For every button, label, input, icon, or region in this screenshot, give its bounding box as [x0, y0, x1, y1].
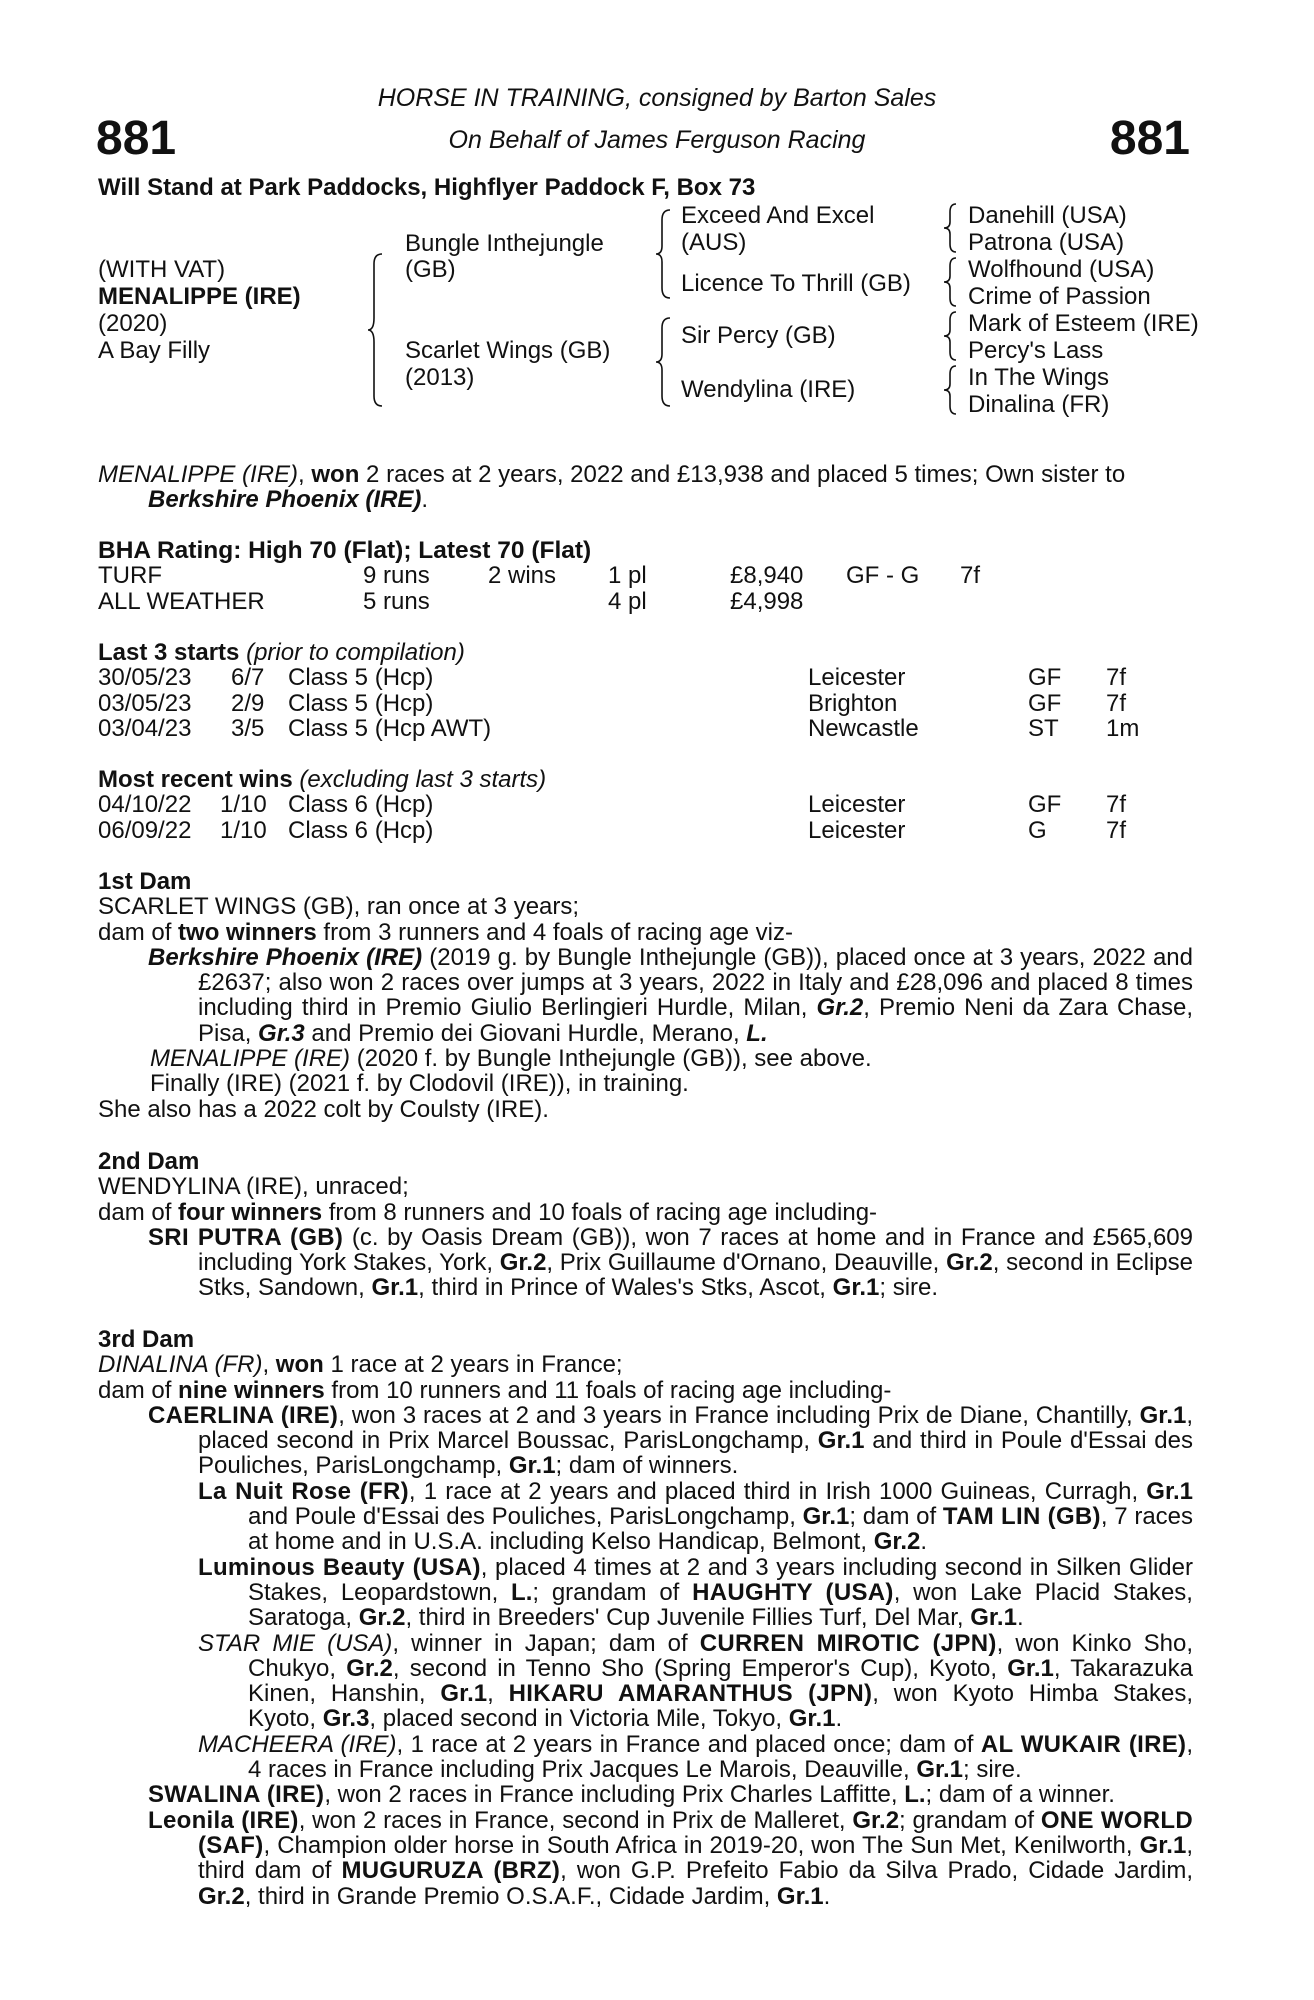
dam-sire-name: Sir Percy (GB): [681, 322, 836, 349]
ggp-3: Wolfhound (USA): [968, 256, 1155, 283]
start-row: 30/05/23 6/7 Class 5 (Hcp) Leicester GF 7f: [98, 664, 1127, 692]
pedigree-bracket-dam: [656, 318, 676, 406]
ggp-5: Mark of Esteem (IRE): [968, 310, 1199, 337]
last3-title: Last 3 starts: [98, 639, 240, 666]
horse-name: MENALIPPE (IRE): [98, 283, 301, 310]
progeny-entry: CAERLINA (IRE), won 3 races at 2 and 3 years in France including Prix de Diane, Chantilly, Gr.1, placed second in Prix Marcel Boussac, ParisLongchamp, Gr.1 and third in Poule d'Essai des Pouliches, ParisLongchamp, Gr.1; dam of winners.: [148, 1401, 1194, 1480]
win-row: 04/10/22 1/10 Class 6 (Hcp) Leicester GF 7f: [98, 791, 1127, 819]
ggp-1: Danehill (USA): [968, 202, 1127, 229]
first-dam-title: 1st Dam: [98, 868, 192, 895]
sire-origin: (GB): [405, 256, 456, 283]
progeny-entry: Luminous Beauty (USA), placed 4 times at 2 and 3 years including second in Silken Glider Stakes, Leopardstown, L.; grandam of HAUGHTY (USA), won Lake Placid Stakes, Saratoga, Gr.2, third in Breeders' Cup Juvenile Fillies Turf, Del Mar, Gr.1.: [198, 1553, 1193, 1632]
horse-description: A Bay Filly: [98, 337, 211, 364]
pedigree-bracket-gg4: [944, 366, 960, 414]
sire-name: Bungle Inthejungle: [405, 230, 604, 257]
race-summary: MENALIPPE (IRE), won 2 races at 2 years, 2022 and £13,938 and placed 5 times; Own sister to Berkshire Phoenix (IRE).: [98, 461, 1126, 514]
won-label: won: [311, 461, 360, 488]
pedigree-bracket-sire: [656, 210, 676, 298]
ggp-6: Percy's Lass: [968, 337, 1104, 364]
last-3-starts-section: Last 3 starts (prior to compilation) 30/05/23 6/7 Class 5 (Hcp) Leicester GF 7f 03/05/23 2/9 Class 5 (Hcp) Brighton GF 7f 03/04/23 3/5 Class 5 (Hcp AWT) Newcastle ST 1m: [98, 640, 1193, 741]
progeny-entry: La Nuit Rose (FR), 1 race at 2 years and placed third in Irish 1000 Guineas, Curragh, Gr.1 and Poule d'Essai des Pouliches, ParisLongchamp, Gr.1; dam of TAM LIN (GB), 7 races at home and in U.S.A. including Kelso Handicap, Belmont, Gr.2.: [198, 1477, 1194, 1556]
progeny-entry: STAR MIE (USA), winner in Japan; dam of CURREN MIROTIC (JPN), won Kinko Sho, Chukyo, Gr.2, second in Tenno Sho (Spring Emperor's Cup), Kyoto, Gr.1, Takarazuka Kinen, Hanshin, Gr.1, HIKARU AMARANTHUS (JPN), won Kyoto Himba Stakes, Kyoto, Gr.3, placed second in Victoria Mile, Tokyo, Gr.1.: [198, 1629, 1193, 1733]
recent-wins-section: Most recent wins (excluding last 3 starts) 04/10/22 1/10 Class 6 (Hcp) Leicester GF 7f 06/09/22 1/10 Class 6 (Hcp) Leicester G 7f: [98, 767, 1193, 843]
third-dam-section: 3rd Dam DINALINA (FR), won 1 race at 2 years in France; dam of nine winners from 10 runners and 11 foals of racing age including- CAERLINA (IRE), won 3 races at 2 and 3 years in France including Prix de Diane, Chantilly, Gr.1, placed second in Prix Marcel Boussac, ParisLongchamp, Gr.1 and third in Poule d'Essai des Pouliches, ParisLongchamp, Gr.1; dam of winners. La Nuit Rose (FR), 1 race at 2 years and placed third in Irish 1000 Guineas, Curragh, Gr.1 and Poule d'Essai des Pouliches, ParisLongchamp, Gr.1; dam of TAM LIN (GB), 7 races at home and in U.S.A. including Kelso Handicap, Belmont, Gr.2. Luminous Beauty (USA), placed 4 times at 2 and 3 years including second in Silken Glider Stakes, Leopardstown, L.; grandam of HAUGHTY (USA), won Lake Placid Stakes, Saratoga, Gr.2, third in Breeders' Cup Juvenile Fillies Turf, Del Mar, Gr.1. STAR MIE (USA), winner in Japan; dam of CURREN MIROTIC (JPN), won Kinko Sho, Chukyo, Gr.2, second in Tenno Sho (Spring Emperor's Cup), Kyoto, Gr.1, Takarazuka Kinen, Hanshin, Gr.1, HIKARU AMARANTHUS (JPN), won Kyoto Himba Stakes, Kyoto, Gr.3, placed second in Victoria Mile, Tokyo, Gr.1. MACHEERA (IRE), 1 race at 2 years in France and placed once; dam of AL WUKAIR (IRE), 4 races in France including Prix Jacques Le Marois, Deauville, Gr.1; sire. SWALINA (IRE), won 2 races in France including Prix Charles Laffitte, L.; dam of a winner. Leonila (IRE), won 2 races in France, second in Prix de Malleret, Gr.2; grandam of ONE WORLD (SAF), Champion older horse in South Africa in 2019-20, won The Sun Met, Kenilworth, Gr.1, third dam of MUGURUZA (BRZ), won G.P. Prefeito Fabio da Silva Prado, Cidade Jardim, Gr.2, third in Grande Premio O.S.A.F., Cidade Jardim, Gr.1.: [98, 1326, 1194, 1910]
third-dam-title: 3rd Dam: [98, 1326, 195, 1353]
recent-wins-title: Most recent wins: [98, 766, 293, 793]
dam-dam-name: Wendylina (IRE): [681, 376, 856, 403]
lot-number-right: 881: [1109, 112, 1190, 165]
first-dam-section: 1st Dam SCARLET WINGS (GB), ran once at 3 years; dam of two winners from 3 runners and 4 foals of racing age viz- Berkshire Phoenix (IRE) (2019 g. by Bungle Inthejungle (GB)), placed once at 3 years, 2022 and £2637; also won 2 races over jumps at 3 years, 2022 in Italy and £28,096 and placed 8 times including third in Premio Giulio Berlingieri Hurdle, Milan, Gr.2, Premio Neni da Zara Chase, Pisa, Gr.3 and Premio dei Giovani Hurdle, Merano, L. MENALIPPE (IRE) (2020 f. by Bungle Inthejungle (GB)), see above. Finally (IRE) (2021 f. by Clodovil (IRE)), in training. She also has a 2022 colt by Coulsty (IRE).: [98, 868, 1193, 1123]
pedigree-bracket-gg3: [944, 312, 960, 360]
sire-sire-origin: (AUS): [681, 229, 747, 256]
ggp-4: Crime of Passion: [968, 283, 1151, 310]
dam-year: (2013): [405, 364, 475, 391]
progeny-entry: MENALIPPE (IRE) (2020 f. by Bungle Inthejungle (GB)), see above.: [150, 1045, 872, 1073]
progeny-entry: MACHEERA (IRE), 1 race at 2 years in France and placed once; dam of AL WUKAIR (IRE), 4 races in France including Prix Jacques Le Marois, Deauville, Gr.1; sire.: [198, 1730, 1193, 1784]
progeny-entry: Leonila (IRE), won 2 races in France, second in Prix de Malleret, Gr.2; grandam of ONE WORLD (SAF), Champion older horse in South Africa in 2019-20, won The Sun Met, Kenilworth, Gr.1, third dam of MUGURUZA (BRZ), won G.P. Prefeito Fabio da Silva Prado, Cidade Jardim, Gr.2, third in Grande Premio O.S.A.F., Cidade Jardim, Gr.1.: [148, 1806, 1193, 1910]
ggp-8: Dinalina (FR): [968, 391, 1110, 418]
on-behalf-line: On Behalf of James Ferguson Racing: [448, 126, 866, 154]
second-dam-section: 2nd Dam WENDYLINA (IRE), unraced; dam of four winners from 8 runners and 10 foals of racing age including- SRI PUTRA (GB) (c. by Oasis Dream (GB)), won 7 races at home and in France and £565,609 including York Stakes, York, Gr.2, Prix Guillaume d'Ornano, Deauville, Gr.2, second in Eclipse Stks, Sandown, Gr.1, third in Prince of Wales's Stks, Ascot, Gr.1; sire.: [98, 1148, 1194, 1302]
bha-rating-section: [98, 538, 1193, 614]
progeny-entry: SWALINA (IRE), won 2 races in France including Prix Charles Laffitte, L.; dam of a winner.: [148, 1781, 1115, 1809]
pedigree-bracket-main: [368, 254, 390, 406]
bha-title: BHA Rating: High 70 (Flat); Latest 70 (Flat): [98, 537, 592, 564]
progeny-entry: Finally (IRE) (2021 f. by Clodovil (IRE)), in training.: [150, 1070, 689, 1098]
start-row: 03/05/23 2/9 Class 5 (Hcp) Brighton GF 7f: [98, 689, 1127, 717]
horse-year: (2020): [98, 310, 168, 337]
record-row-all-weather: ALL WEATHER 5 runs 4 pl £4,998: [98, 587, 804, 615]
start-row: 03/04/23 3/5 Class 5 (Hcp AWT) Newcastle ST 1m: [98, 714, 1140, 742]
summary-horse-name: MENALIPPE (IRE): [98, 461, 299, 488]
record-row-turf: TURF 9 runs 2 wins 1 pl £8,940 GF - G 7f: [98, 562, 981, 590]
progeny-entry: Berkshire Phoenix (IRE) (2019 g. by Bungle Inthejungle (GB)), placed once at 3 years, 2022 and £2637; also won 2 races over jumps at 3 years, 2022 in Italy and £28,096 and placed 8 times including third in Premio Giulio Berlingieri Hurdle, Milan, Gr.2, Premio Neni da Zara Chase, Pisa, Gr.3 and Premio dei Giovani Hurdle, Merano, L.: [148, 943, 1193, 1047]
stand-location: Will Stand at Park Paddocks, Highflyer Paddock F, Box 73: [98, 174, 756, 201]
ggp-7: In The Wings: [968, 364, 1109, 391]
second-dam-title: 2nd Dam: [98, 1148, 200, 1175]
win-row: 06/09/22 1/10 Class 6 (Hcp) Leicester G 7f: [98, 816, 1127, 844]
lot-number-left: 881: [96, 112, 177, 165]
sire-dam-name: Licence To Thrill (GB): [681, 270, 911, 297]
consignor-line: HORSE IN TRAINING, consigned by Barton Sales: [377, 84, 937, 112]
sister-name: Berkshire Phoenix (IRE): [148, 486, 422, 514]
pedigree-bracket-gg2: [944, 258, 960, 306]
dam-name: Scarlet Wings (GB): [405, 337, 611, 364]
sire-sire-name: Exceed And Excel: [681, 202, 875, 229]
pedigree-bracket-gg1: [944, 204, 960, 252]
vat-note: (WITH VAT): [98, 256, 226, 283]
progeny-entry: SRI PUTRA (GB) (c. by Oasis Dream (GB)), won 7 races at home and in France and £565,609 including York Stakes, York, Gr.2, Prix Guillaume d'Ornano, Deauville, Gr.2, second in Eclipse Stks, Sandown, Gr.1, third in Prince of Wales's Stks, Ascot, Gr.1; sire.: [148, 1223, 1194, 1302]
ggp-2: Patrona (USA): [968, 229, 1125, 256]
